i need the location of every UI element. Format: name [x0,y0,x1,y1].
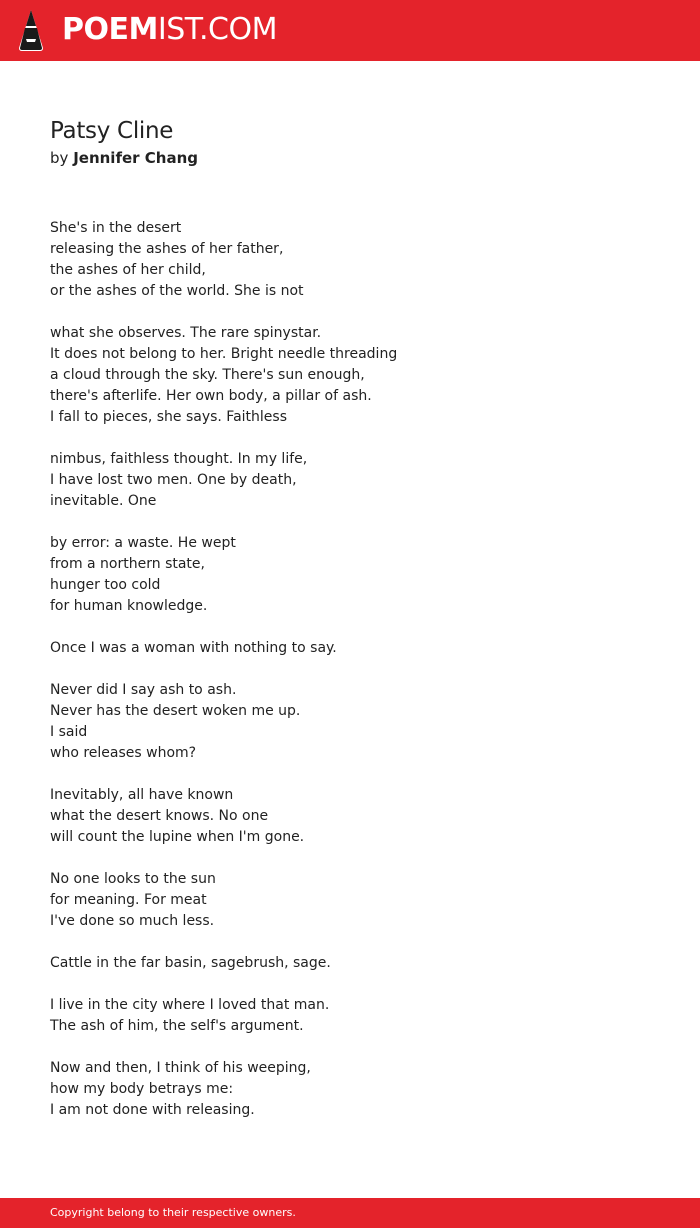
poem-line: hunger too cold [50,577,161,593]
poem-line: for meaning. For meat [50,892,207,908]
poem-line: nimbus, faithless thought. In my life, [50,451,308,467]
poem-line: I've done so much less. [50,913,215,929]
poem-line: will count the lupine when I'm gone. [50,829,305,845]
site-logo[interactable] [62,11,277,49]
poem-body [50,218,650,1142]
poem-line: I have lost two men. One by death, [50,472,297,488]
poem-stanza [50,995,650,1037]
poem-line: from a northern state, [50,556,205,572]
poem-line: Never did I say ash to ash. [50,682,237,698]
poem-line: inevitable. One [50,493,157,509]
poem-line: Now and then, I think of his weeping, [50,1060,311,1076]
logo-light-text: IST.COM [157,12,277,47]
poem-line: I am not done with releasing. [50,1102,255,1118]
poem-stanza [50,869,650,932]
poem-line: Never has the desert woken me up. [50,703,301,719]
poem-title: Patsy Cline [50,118,174,144]
poem-line: I said [50,724,88,740]
poem-line: She's in the desert [50,220,182,236]
poem-line: who releases whom? [50,745,197,761]
poem-stanza [50,785,650,848]
poem-line: I live in the city where I loved that man. [50,997,330,1013]
byline [50,147,650,169]
poem-line: or the ashes of the world. She is not [50,283,304,299]
poem-line: Inevitably, all have known [50,787,234,803]
poem-stanza [50,680,650,764]
poem-heading [50,115,650,169]
site-footer [0,1198,700,1228]
logo-bold-text: POEM [62,12,158,47]
poem-line: by error: a waste. He wept [50,535,236,551]
poem-line: there's afterlife. Her own body, a pillar of ash. [50,388,372,404]
pencil-tip-icon[interactable] [16,8,46,52]
author-name: Jennifer Chang [73,149,198,167]
poem-line: the ashes of her child, [50,262,206,278]
poem-line: a cloud through the sky. There's sun enough, [50,367,365,383]
poem-stanza [50,953,650,974]
poem-line: releasing the ashes of her father, [50,241,284,257]
poem-line: for human knowledge. [50,598,208,614]
poem-stanza [50,218,650,302]
poem-line: It does not belong to her. Bright needle threading [50,346,398,362]
site-header [0,0,700,61]
poem-line: how my body betrays me: [50,1081,234,1097]
poem-line: what she observes. The rare spinystar. [50,325,322,341]
poem-stanza [50,638,650,659]
poem-stanza [50,1058,650,1121]
poem-line: I fall to pieces, she says. Faithless [50,409,287,425]
poem-line: what the desert knows. No one [50,808,269,824]
poem-line: Once I was a woman with nothing to say. [50,640,337,656]
by-label: by [50,149,69,167]
poem-line: No one looks to the sun [50,871,216,887]
poem-line: The ash of him, the self's argument. [50,1018,304,1034]
poem-line: Cattle in the far basin, sagebrush, sage. [50,955,331,971]
poem-stanza [50,533,650,617]
copyright-text: Copyright belong to their respective owners. [50,1206,296,1219]
poem-stanza [50,323,650,428]
poem-stanza [50,449,650,512]
